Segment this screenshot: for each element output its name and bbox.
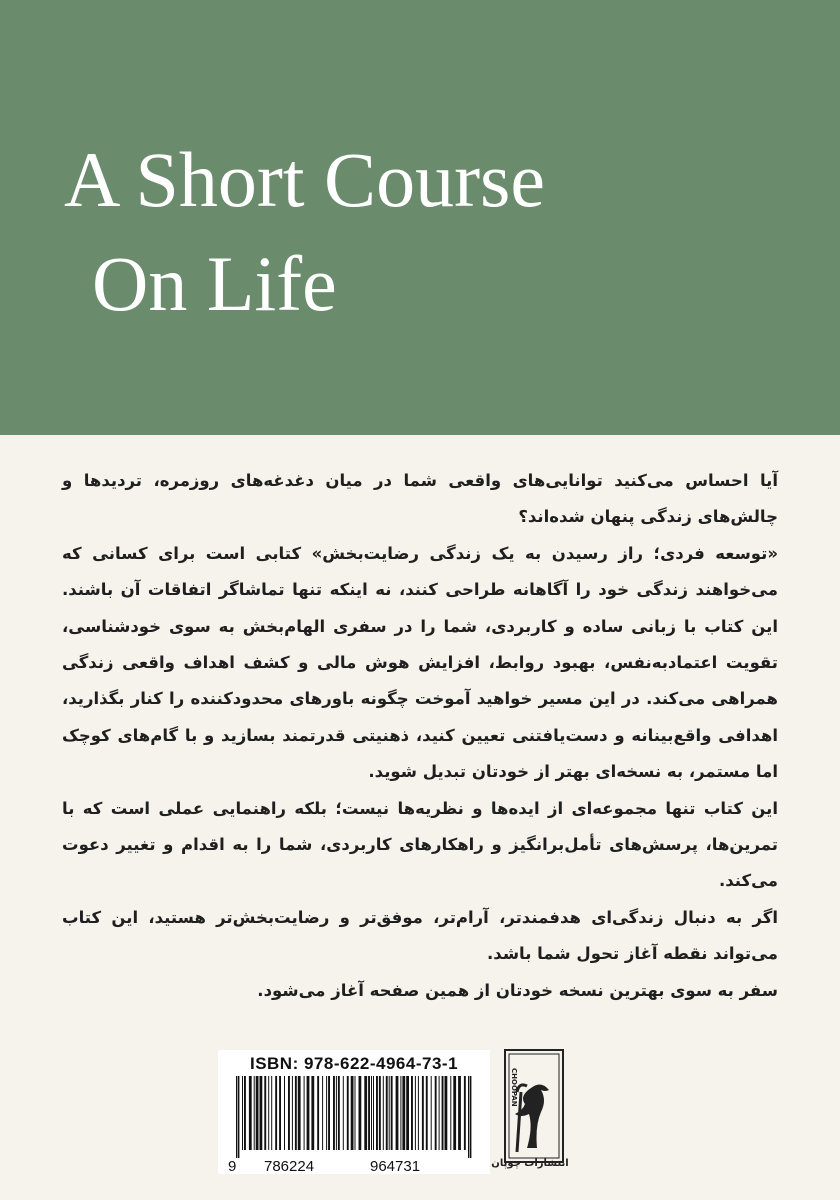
barcode-bar: [275, 1076, 277, 1150]
barcode-bars: [232, 1076, 476, 1158]
barcode-guard-bar: [238, 1076, 239, 1158]
barcode-bar: [244, 1076, 246, 1150]
barcode-bar: [415, 1076, 416, 1150]
barcode-bar: [396, 1076, 399, 1150]
blurb-paragraph: آیا احساس می‌کنید توانایی‌های واقعی شما در میان دغدغه‌های روزمره، تردیدها و چالش‌های زندگی پنهان شده‌اند؟: [62, 471, 778, 527]
barcode-bar: [311, 1076, 314, 1150]
barcode-bar: [431, 1076, 432, 1150]
barcode-bar: [292, 1076, 293, 1150]
barcode-bar: [256, 1076, 259, 1150]
barcode-bar: [307, 1076, 310, 1150]
barcode-bar: [464, 1076, 466, 1150]
barcode-bar: [406, 1076, 409, 1150]
book-title: [64, 128, 545, 336]
barcode-guard-bar: [236, 1076, 237, 1158]
barcode-bar: [268, 1076, 269, 1150]
barcode-bar: [322, 1076, 323, 1150]
blurb-paragraph: «توسعه فردی؛ راز رسیدن به یک زندگی رضایت‌بخش» کتابی است برای کسانی که می‌خواهند زندگی خود را آگاهانه طراحی کنند، نه اینکه تنها تماشاگر اتفاقات آن باشند. این کتاب با زبانی ساده و کاربردی، شما را در سفری الهام‌بخش به سوی خودشناسی، تقویت اعتمادبه‌نفس، بهبود روابط، افزایش هوش مالی و کشف اهداف واقعی زندگی همراهی می‌کند. در این مسیر خواهید آموخت چگونه باورهای محدودکننده را کنار بگذارید، اهدافی واقع‌بینانه و دست‌یافتنی تعیین کنید، ذهنیتی قدرتمند بسازید و با گام‌های کوچک اما مستمر، به نسخه‌ای بهتر از خودتان تبدیل شوید.: [62, 543, 778, 782]
isbn-barcode: [218, 1050, 490, 1174]
barcode-guard-bar: [470, 1076, 471, 1158]
barcode-bar: [383, 1076, 384, 1150]
barcode-bar: [249, 1076, 252, 1150]
barcode-bar: [435, 1076, 437, 1150]
barcode-bar: [458, 1076, 461, 1150]
cover-title-band: [0, 0, 840, 435]
barcode-bar: [442, 1076, 444, 1150]
barcode-bar: [271, 1076, 272, 1150]
blurb-paragraph: اگر به دنبال زندگی‌ای هدفمندتر، آرام‌تر، موفق‌تر و رضایت‌بخش‌تر هستید، این کتاب می‌تواند نقطه آغاز تحول شما باشد.: [62, 907, 778, 964]
barcode-bar: [400, 1076, 401, 1150]
book-title-line-1: A Short Course: [64, 136, 546, 223]
barcode-bar: [343, 1076, 344, 1150]
barcode-bar: [418, 1076, 419, 1150]
barcode-bar: [439, 1076, 440, 1150]
barcode-guard-bar: [468, 1076, 469, 1158]
barcode-bar: [338, 1076, 340, 1150]
barcode-bar: [371, 1076, 372, 1150]
barcode-bar: [284, 1076, 285, 1150]
barcode-bar: [445, 1076, 448, 1150]
barcode-bar: [326, 1076, 327, 1150]
barcode-bar: [391, 1076, 393, 1150]
barcode-bar: [402, 1076, 405, 1150]
barcode-bar: [373, 1076, 374, 1150]
blurb-paragraph: سفر به سوی بهترین نسخه خودتان از همین صفحه آغاز می‌شود.: [257, 980, 778, 1000]
barcode-bar: [279, 1076, 281, 1150]
barcode-digits-middle: 786224: [264, 1158, 315, 1175]
barcode-bar: [453, 1076, 456, 1150]
back-cover-blurb: [62, 463, 778, 1009]
barcode-bar: [359, 1076, 362, 1150]
publisher-name: انتشارات چوپان: [491, 1158, 569, 1169]
barcode-bar: [333, 1076, 335, 1150]
barcode-bar: [347, 1076, 349, 1150]
barcode-bar: [355, 1076, 356, 1150]
blurb-paragraph: این کتاب تنها مجموعه‌ای از ایده‌ها و نظریه‌ها نیست؛ بلکه راهنمایی عملی است که با تمرین‌ها، پرسش‌های تأمل‌برانگیز و راهکارهای کاربردی، شما را به اقدام و تغییر دعوت می‌کند.: [62, 798, 778, 891]
barcode-bar: [288, 1076, 290, 1150]
barcode-bar: [254, 1076, 255, 1150]
book-title-line-2: On Life: [92, 240, 337, 327]
barcode-bar: [426, 1076, 428, 1150]
barcode-bar: [379, 1076, 381, 1150]
barcode-bar: [422, 1076, 424, 1150]
barcode-bar: [328, 1076, 330, 1150]
barcode-bar: [368, 1076, 370, 1150]
logo-wordmark: CHOOPAN: [510, 1068, 518, 1107]
barcode-bar: [264, 1076, 266, 1150]
barcode-bar: [304, 1076, 305, 1150]
barcode-bar: [260, 1076, 263, 1150]
barcode-bar: [376, 1076, 378, 1150]
isbn-label: ISBN: 978-622-4964-73-1: [249, 1054, 459, 1073]
barcode-bar: [386, 1076, 388, 1150]
shepherd-logo-icon: [503, 1048, 565, 1176]
barcode-bar: [389, 1076, 390, 1150]
barcode-bar: [242, 1076, 243, 1150]
barcode-bar: [317, 1076, 319, 1150]
barcode-bar: [295, 1076, 297, 1150]
barcode-bar: [364, 1076, 367, 1150]
barcode-bar: [450, 1076, 451, 1150]
barcode-bar: [351, 1076, 354, 1150]
barcode-bar: [336, 1076, 337, 1150]
barcode-digit-first: 9: [228, 1158, 237, 1175]
barcode-digits-last: 964731: [370, 1158, 421, 1175]
barcode-bar: [298, 1076, 301, 1150]
barcode-bar: [411, 1076, 413, 1150]
